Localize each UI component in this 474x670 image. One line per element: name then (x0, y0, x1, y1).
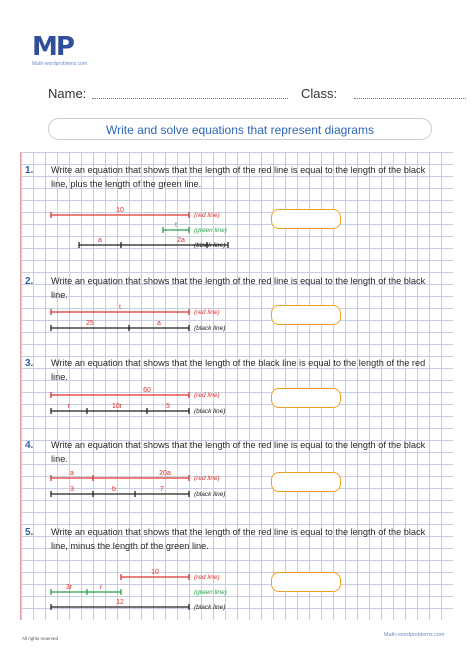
question-4-diagram (21, 470, 261, 500)
q1-green-label: (green line) (194, 227, 227, 234)
q1-black-b: 2a (177, 237, 185, 244)
q1-red-value: 10 (116, 207, 124, 214)
q4-red-b: 20a (159, 470, 171, 477)
footer-rights: All rights reserved (22, 636, 59, 641)
worksheet-title: Write and solve equations that represent diagrams (48, 118, 432, 140)
q1-red-label: (red line) (194, 212, 220, 219)
question-2-number: 2. (25, 276, 34, 287)
q3-black-a: r (67, 403, 71, 410)
student-info-row (48, 86, 454, 102)
question-2-diagram (21, 304, 261, 334)
question-5-text: Write an equation that shows that the length of the red line is equal to the length of the black line, minus the length of the green line. (51, 527, 426, 551)
question-1-diagram (21, 200, 261, 254)
q1-green-value: t (175, 222, 177, 229)
q3-red-label: (red line) (194, 392, 220, 399)
name-field[interactable] (92, 98, 288, 99)
question-1-text: Write an equation that shows that the length of the red line is equal to the length of the black line, plus the length of the green line. (51, 165, 426, 189)
q3-black-b: 10r (111, 403, 123, 410)
q3-red-line (51, 392, 189, 398)
question-3-text: Write an equation that shows that the length of the black line is equal to the length of the red line. (51, 358, 426, 382)
q1-black-label: (black line) (194, 242, 226, 249)
question-3-number: 3. (25, 358, 34, 369)
q3-red-value: 60 (143, 387, 151, 394)
question-5-diagram (21, 564, 261, 614)
question-4-text: Write an equation that shows that the length of the red line is equal to the length of the black line. (51, 440, 426, 464)
q4-black-label: (black line) (194, 491, 226, 498)
q4-black-b: b (112, 486, 116, 493)
class-field[interactable] (354, 98, 466, 99)
q5-red-value: 10 (151, 569, 159, 576)
question-1-number: 1. (25, 165, 34, 176)
q4-black-a: 3 (70, 486, 74, 493)
q1-black-a: a (98, 237, 102, 244)
q3-black-c: 5 (166, 403, 170, 410)
q5-green-label: (green line) (194, 589, 227, 596)
q4-red-a: a (70, 470, 74, 477)
footer-site: Math-wordproblems.com (384, 632, 445, 638)
q2-black-label: (black line) (194, 325, 226, 332)
name-label: Name: (48, 86, 87, 101)
logo-mark: MP (32, 32, 73, 62)
question-1-answer-box[interactable] (271, 209, 341, 229)
q2-red-value: t (119, 304, 121, 311)
q5-black-value: 12 (116, 599, 124, 606)
question-3-answer-box[interactable] (271, 388, 341, 408)
question-2-answer-box[interactable] (271, 305, 341, 325)
question-3-diagram (21, 387, 261, 417)
q5-red-label: (red line) (194, 574, 220, 581)
question-4-answer-box[interactable] (271, 472, 341, 492)
worksheet-grid (20, 152, 453, 620)
q2-black-line (51, 325, 189, 331)
logo (32, 34, 87, 67)
q4-black-c: 7 (160, 486, 164, 493)
q5-black-label: (black line) (194, 604, 226, 611)
q4-red-label: (red line) (194, 475, 220, 482)
q5-green-line (51, 589, 121, 595)
q2-red-label: (red line) (194, 309, 220, 316)
logo-url: Math-wordproblems.com (32, 61, 88, 67)
question-2-text: Write an equation that shows that the length of the red line is equal to the length of the black line. (51, 276, 426, 300)
q5-green-b: r (99, 584, 103, 591)
q2-black-b: a (157, 320, 161, 327)
q3-black-label: (black line) (194, 408, 226, 415)
question-4-number: 4. (25, 440, 34, 451)
class-label: Class: (301, 86, 338, 101)
question-5-answer-box[interactable] (271, 572, 341, 592)
q2-black-a: 25 (86, 320, 94, 327)
q5-green-a: 3r (65, 584, 73, 591)
question-5-number: 5. (25, 527, 34, 538)
